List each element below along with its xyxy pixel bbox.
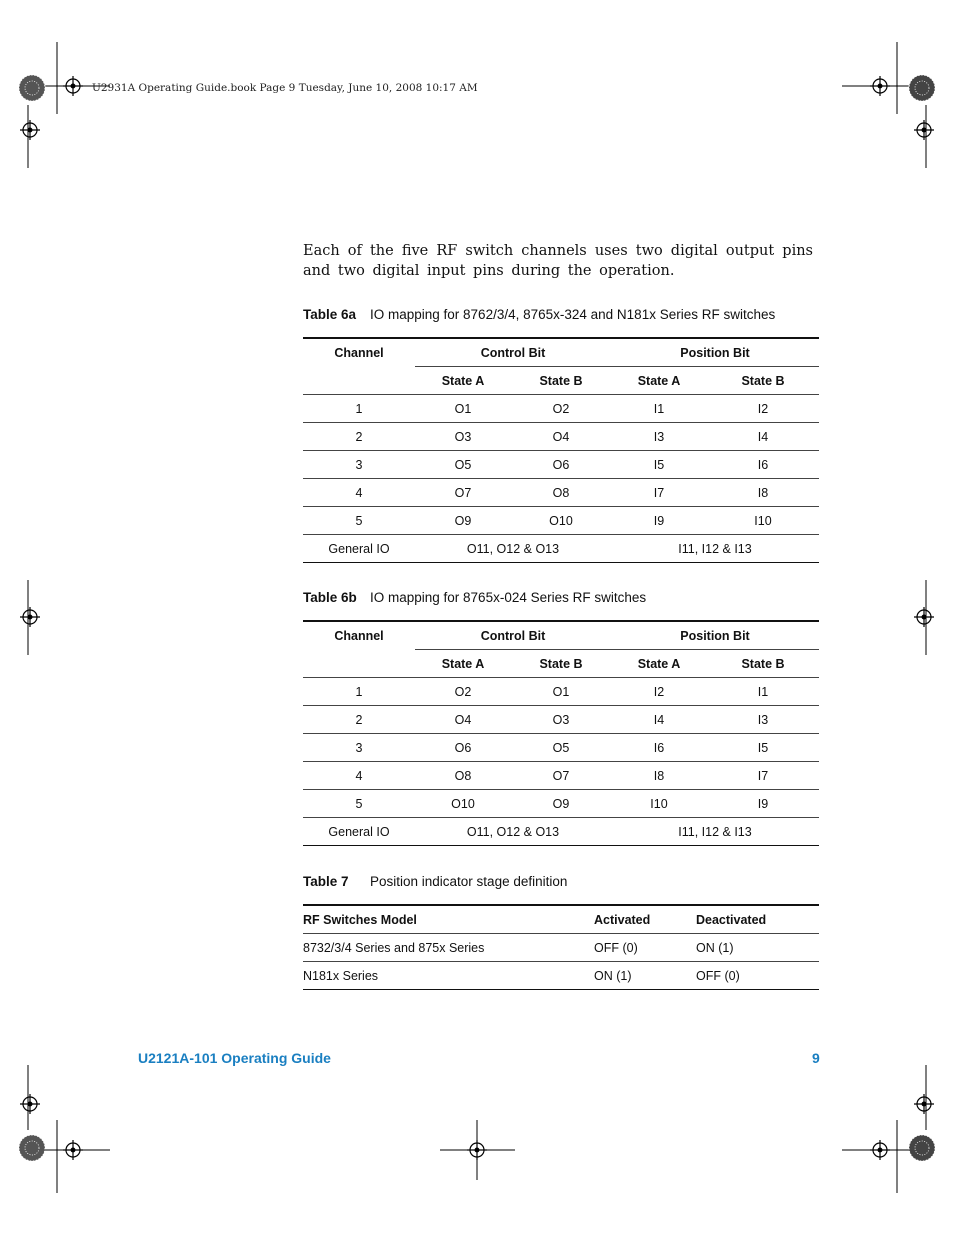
- table-row: [303, 962, 819, 990]
- table-cell: ON (1): [696, 934, 819, 962]
- table-number: Table 6a: [303, 307, 357, 322]
- deactivated-header: Deactivated: [696, 905, 819, 934]
- position-bit-header: Position Bit: [611, 621, 819, 650]
- control-bit-header: Control Bit: [415, 621, 611, 650]
- table-cell: I5: [611, 451, 707, 479]
- general-io-row: [303, 535, 819, 563]
- table-cell: O5: [415, 451, 511, 479]
- starburst-mark: [19, 1135, 45, 1161]
- table-cell: O1: [511, 678, 611, 706]
- table-6a: [303, 337, 819, 563]
- table-cell: O6: [511, 451, 611, 479]
- table-cell: O3: [415, 423, 511, 451]
- starburst-mark: [909, 1135, 935, 1161]
- table-row: [303, 790, 819, 818]
- table-cell: I1: [707, 678, 819, 706]
- table-cell: O5: [511, 734, 611, 762]
- channel-header: Channel: [303, 621, 415, 650]
- table-cell: I6: [611, 734, 707, 762]
- table-cell: 3: [303, 734, 415, 762]
- table-title: IO mapping for 8765x-024 Series RF switches: [370, 590, 647, 605]
- table-cell: 4: [303, 762, 415, 790]
- table-row: [303, 507, 819, 535]
- table-cell: O10: [511, 507, 611, 535]
- table-cell: O8: [511, 479, 611, 507]
- table-row: [303, 451, 819, 479]
- table-7-caption: [303, 874, 567, 889]
- table-cell: O1: [415, 395, 511, 423]
- table-cell: 4: [303, 479, 415, 507]
- table-cell: I1: [611, 395, 707, 423]
- table-cell: I10: [707, 507, 819, 535]
- state-b-header: State B: [511, 650, 611, 678]
- table-cell: O7: [415, 479, 511, 507]
- table-6b-caption: [303, 590, 646, 605]
- table-cell: 1: [303, 678, 415, 706]
- table-cell: 2: [303, 706, 415, 734]
- table-cell: N181x Series: [303, 962, 594, 990]
- table-cell: I8: [707, 479, 819, 507]
- table-cell: I3: [611, 423, 707, 451]
- table-cell: I9: [707, 790, 819, 818]
- table-title: IO mapping for 8762/3/4, 8765x-324 and N181x Series RF switches: [370, 307, 776, 322]
- table-cell: General IO: [303, 535, 415, 563]
- table-cell: I7: [611, 479, 707, 507]
- table-cell: 5: [303, 507, 415, 535]
- table-row: [303, 423, 819, 451]
- table-cell: 8732/3/4 Series and 875x Series: [303, 934, 594, 962]
- footer-guide-title: U2121A-101 Operating Guide: [138, 1050, 331, 1066]
- table-cell: O4: [511, 423, 611, 451]
- table-row: [303, 395, 819, 423]
- print-header-stamp: U2931A Operating Guide.book Page 9 Tuesday, June 10, 2008 10:17 AM: [92, 82, 478, 94]
- table-cell: I11, I12 & I13: [611, 535, 819, 563]
- table-row: [303, 762, 819, 790]
- table-cell: 2: [303, 423, 415, 451]
- table-cell: I6: [707, 451, 819, 479]
- table-cell: O2: [415, 678, 511, 706]
- table-cell: OFF (0): [594, 934, 696, 962]
- table-cell: O3: [511, 706, 611, 734]
- table-cell: I8: [611, 762, 707, 790]
- table-cell: 1: [303, 395, 415, 423]
- intro-paragraph: Each of the five RF switch channels uses two digital output pins and two digital input pins during the operation.: [303, 243, 813, 279]
- starburst-mark: [909, 75, 935, 101]
- table-cell: I2: [707, 395, 819, 423]
- table-cell: I9: [611, 507, 707, 535]
- channel-subheader-spacer: [303, 650, 415, 678]
- table-row: [303, 734, 819, 762]
- model-header: RF Switches Model: [303, 905, 594, 934]
- state-b-header: State B: [707, 650, 819, 678]
- table-cell: I4: [611, 706, 707, 734]
- table-6a-caption: [303, 307, 775, 322]
- state-a-header: State A: [611, 367, 707, 395]
- state-a-header: State A: [415, 650, 511, 678]
- table-cell: O11, O12 & O13: [415, 535, 611, 563]
- table-cell: I11, I12 & I13: [611, 818, 819, 846]
- table-6b: [303, 620, 819, 846]
- state-b-header: State B: [511, 367, 611, 395]
- table-cell: General IO: [303, 818, 415, 846]
- table-row: [303, 479, 819, 507]
- table-cell: I7: [707, 762, 819, 790]
- table-cell: O9: [511, 790, 611, 818]
- table-7: [303, 904, 819, 990]
- table-cell: O6: [415, 734, 511, 762]
- table-row: [303, 678, 819, 706]
- table-row: [303, 934, 819, 962]
- table-cell: O2: [511, 395, 611, 423]
- footer-page-number: 9: [812, 1050, 820, 1066]
- table-cell: O10: [415, 790, 511, 818]
- table-number: Table 7: [303, 874, 349, 889]
- state-a-header: State A: [611, 650, 707, 678]
- table-cell: OFF (0): [696, 962, 819, 990]
- table-cell: O11, O12 & O13: [415, 818, 611, 846]
- table-cell: O4: [415, 706, 511, 734]
- table-cell: I2: [611, 678, 707, 706]
- control-bit-header: Control Bit: [415, 338, 611, 367]
- state-a-header: State A: [415, 367, 511, 395]
- table-cell: O8: [415, 762, 511, 790]
- table-cell: I5: [707, 734, 819, 762]
- table-cell: 3: [303, 451, 415, 479]
- table-cell: O9: [415, 507, 511, 535]
- table-row: [303, 706, 819, 734]
- position-bit-header: Position Bit: [611, 338, 819, 367]
- state-b-header: State B: [707, 367, 819, 395]
- general-io-row: [303, 818, 819, 846]
- channel-subheader-spacer: [303, 367, 415, 395]
- table-cell: 5: [303, 790, 415, 818]
- table-cell: I4: [707, 423, 819, 451]
- table-title: Position indicator stage definition: [370, 874, 568, 889]
- table-cell: I10: [611, 790, 707, 818]
- table-cell: O7: [511, 762, 611, 790]
- table-cell: I3: [707, 706, 819, 734]
- activated-header: Activated: [594, 905, 696, 934]
- channel-header: Channel: [303, 338, 415, 367]
- table-number: Table 6b: [303, 590, 357, 605]
- table-cell: ON (1): [594, 962, 696, 990]
- starburst-mark: [19, 75, 45, 101]
